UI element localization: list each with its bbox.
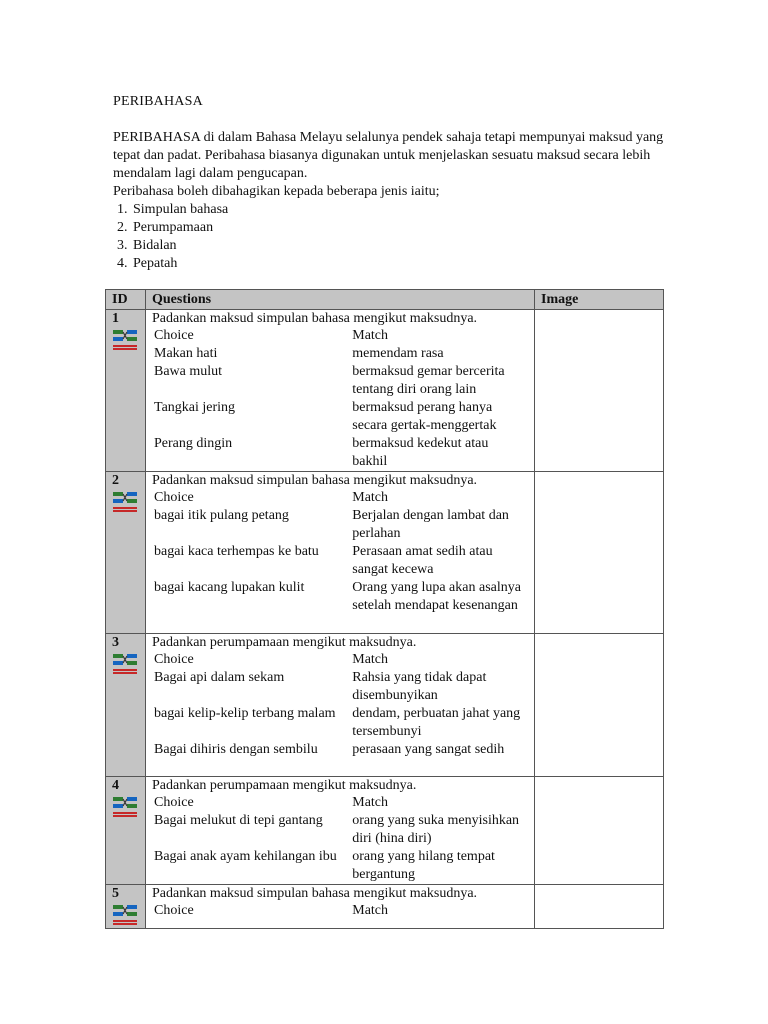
choice-item: bagai kaca terhempas ke batu	[154, 544, 319, 559]
document-title: PERIBAHASA	[113, 94, 203, 109]
choice-item: Perang dingin	[154, 436, 233, 451]
image-cell	[535, 472, 664, 634]
question-cell	[146, 777, 535, 885]
intro-paragraph: PERIBAHASA di dalam Bahasa Melayu selalunya pendek sahaja tetapi mempunyai maksud yang tepat dan padat. Peribahasa biasanya digunakan untuk menjelaskan sesuatu maksud secara lebih mendalam lagi dalam pengucapan.	[113, 130, 664, 181]
choice-label: Choice	[154, 490, 194, 505]
choice-label: Choice	[154, 652, 194, 667]
table-row	[106, 472, 664, 634]
match-pair-row	[154, 399, 526, 435]
intro-paragraph: Peribahasa boleh dibahagikan kepada beberapa jenis iaitu;	[113, 184, 440, 199]
question-id: 4	[112, 778, 119, 793]
choice-item: Bagai anak ayam kehilangan ibu	[154, 849, 337, 864]
choice-item: Tangkai jering	[154, 400, 236, 415]
question-id-cell	[106, 777, 146, 885]
questions-table-body	[106, 310, 664, 929]
table-row	[106, 777, 664, 885]
matching-question-icon	[112, 328, 138, 352]
match-header-row	[154, 327, 526, 345]
match-table	[154, 651, 526, 759]
image-cell	[535, 634, 664, 777]
table-header-row	[106, 290, 664, 310]
choice-item: bagai kacang lupakan kulit	[154, 580, 305, 595]
question-cell	[146, 472, 535, 634]
intro-section	[113, 129, 673, 273]
types-list-item: 1. Simpulan bahasa	[131, 201, 673, 219]
match-item: memendam rasa	[352, 346, 444, 361]
choice-item: Makan hati	[154, 346, 218, 361]
match-pair-row	[154, 579, 526, 615]
match-label: Match	[352, 903, 389, 918]
match-item: Rahsia yang tidak dapat disembunyikan	[352, 670, 487, 703]
choice-label: Choice	[154, 903, 194, 918]
question-id-cell	[106, 472, 146, 634]
match-item: orang yang suka menyisihkan diri (hina diri)	[352, 813, 520, 846]
table-row	[106, 310, 664, 472]
match-pair-row	[154, 741, 526, 759]
match-label: Match	[352, 328, 389, 343]
image-cell	[535, 310, 664, 472]
choice-label: Choice	[154, 328, 194, 343]
match-header-row	[154, 489, 526, 507]
image-cell	[535, 885, 664, 929]
match-item: bermaksud kedekut atau bakhil	[352, 436, 489, 469]
match-pair-row	[154, 848, 526, 884]
matching-question-icon	[112, 652, 138, 676]
question-cell	[146, 310, 535, 472]
question-id-cell	[106, 634, 146, 777]
image-cell	[535, 777, 664, 885]
match-header-row	[154, 651, 526, 669]
match-item: Berjalan dengan lambat dan perlahan	[352, 508, 509, 541]
match-item: Perasaan amat sedih atau sangat kecewa	[352, 544, 493, 577]
match-table	[154, 489, 526, 615]
choice-item: Bawa mulut	[154, 364, 223, 379]
matching-question-icon	[112, 490, 138, 514]
types-list-item: 3. Bidalan	[131, 237, 673, 255]
match-item: dendam, perbuatan jahat yang tersembunyi	[352, 706, 521, 739]
match-label: Match	[352, 490, 389, 505]
question-id: 3	[112, 635, 119, 650]
match-item: bermaksud gemar bercerita tentang diri orang lain	[352, 364, 505, 397]
match-label: Match	[352, 795, 389, 810]
match-item: orang yang hilang tempat bergantung	[352, 849, 495, 882]
choice-label: Choice	[154, 795, 194, 810]
choice-item: Bagai api dalam sekam	[154, 670, 285, 685]
question-id-cell	[106, 885, 146, 929]
match-item: bermaksud perang hanya secara gertak-menggertak	[352, 400, 497, 433]
match-table	[154, 327, 526, 471]
match-table	[154, 794, 526, 884]
question-id: 2	[112, 473, 119, 488]
choice-item: Bagai melukut di tepi gantang	[154, 813, 323, 828]
match-pair-row	[154, 507, 526, 543]
question-cell	[146, 885, 535, 929]
question-text: Padankan maksud simpulan bahasa mengikut maksudnya.	[152, 886, 478, 901]
choice-item: bagai kelip-kelip terbang malam	[154, 706, 336, 721]
matching-question-icon	[112, 903, 138, 927]
match-pair-row	[154, 345, 526, 363]
table-row	[106, 885, 664, 929]
match-header-row	[154, 902, 526, 920]
match-pair-row	[154, 669, 526, 705]
match-label: Match	[352, 652, 389, 667]
question-text: Padankan perumpamaan mengikut maksudnya.	[152, 635, 417, 650]
match-pair-row	[154, 705, 526, 741]
choice-item: bagai itik pulang petang	[154, 508, 289, 523]
table-row	[106, 634, 664, 777]
match-item: perasaan yang sangat sedih	[352, 742, 505, 757]
question-text: Padankan maksud simpulan bahasa mengikut maksudnya.	[152, 473, 478, 488]
types-list-item: 2. Perumpamaan	[131, 219, 673, 237]
question-id: 5	[112, 886, 119, 901]
question-cell	[146, 634, 535, 777]
types-list	[113, 201, 673, 273]
question-id: 1	[112, 311, 119, 326]
match-table	[154, 902, 526, 920]
header-image: Image	[535, 290, 664, 310]
match-pair-row	[154, 543, 526, 579]
header-questions: Questions	[146, 290, 535, 310]
questions-table	[105, 289, 664, 929]
matching-question-icon	[112, 795, 138, 819]
match-header-row	[154, 794, 526, 812]
question-text: Padankan maksud simpulan bahasa mengikut maksudnya.	[152, 311, 478, 326]
types-list-item: 4. Pepatah	[131, 255, 673, 273]
match-item: Orang yang lupa akan asalnya setelah mendapat kesenangan	[352, 580, 521, 613]
choice-item: Bagai dihiris dengan sembilu	[154, 742, 318, 757]
question-id-cell	[106, 310, 146, 472]
header-id: ID	[106, 290, 146, 310]
match-pair-row	[154, 812, 526, 848]
match-pair-row	[154, 435, 526, 471]
question-text: Padankan perumpamaan mengikut maksudnya.	[152, 778, 417, 793]
match-pair-row	[154, 363, 526, 399]
